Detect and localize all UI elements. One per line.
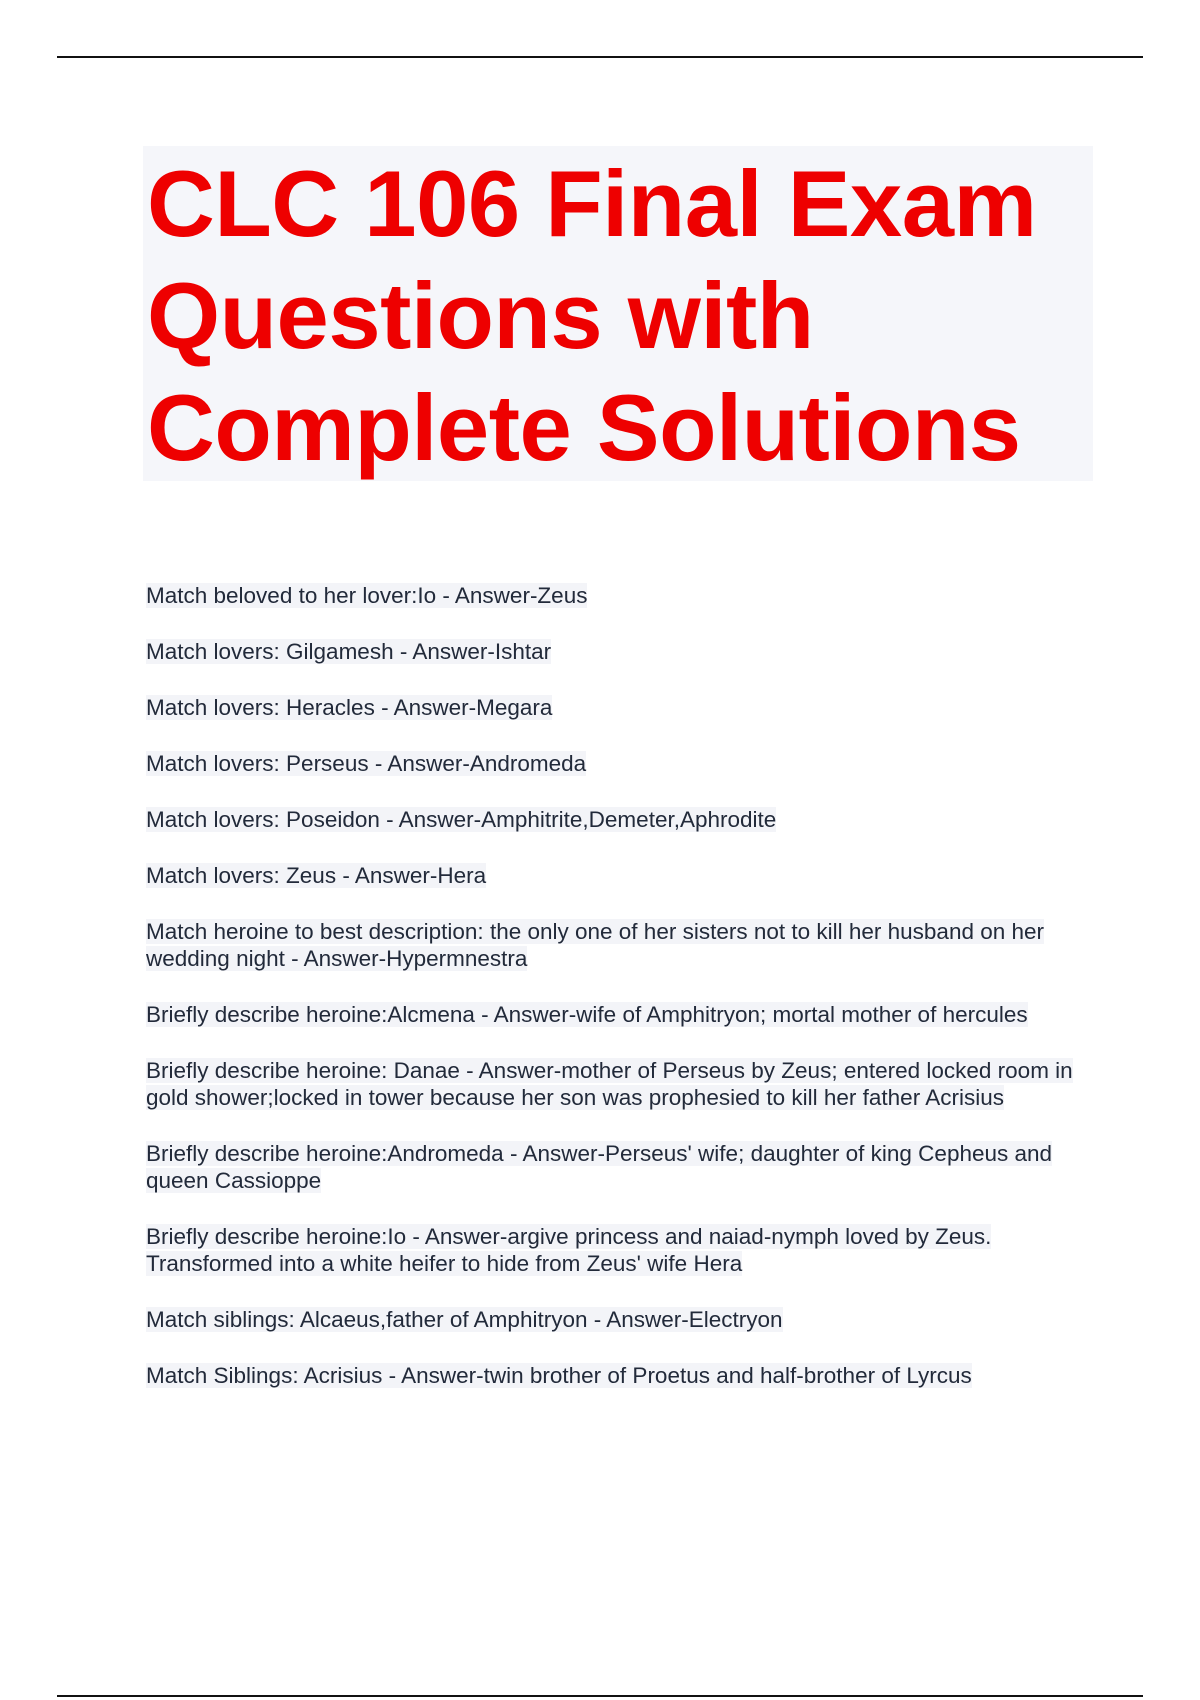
qa-text: Briefly describe heroine:Io - Answer-argive princess and naiad-nymph loved by Zeus. Transformed into a white heifer to hide from Zeus' wife Hera	[146, 1224, 992, 1276]
qa-text: Match Siblings: Acrisius - Answer-twin brother of Proetus and half-brother of Lyrcus	[146, 1363, 972, 1388]
footer-rule	[57, 1695, 1143, 1697]
qa-item-3	[146, 694, 1086, 721]
document-title: CLC 106 Final Exam Questions with Complete Solutions	[147, 151, 1037, 480]
qa-item-6	[146, 862, 1086, 889]
question-answer-list	[146, 582, 1086, 1389]
qa-text: Match lovers: Zeus - Answer-Hera	[146, 863, 487, 888]
qa-text: Briefly describe heroine:Alcmena - Answer-wife of Amphitryon; mortal mother of hercules	[146, 1002, 1028, 1027]
qa-item-4	[146, 750, 1086, 777]
qa-text: Match heroine to best description: the only one of her sisters not to kill her husband on her wedding night - Answer-Hypermnestra	[146, 919, 1045, 971]
qa-text: Match siblings: Alcaeus,father of Amphitryon - Answer-Electryon	[146, 1307, 783, 1332]
header-rule	[57, 56, 1143, 58]
qa-item-11	[146, 1223, 1086, 1277]
qa-item-12	[146, 1306, 1086, 1333]
qa-item-5	[146, 806, 1086, 833]
qa-text: Match lovers: Gilgamesh - Answer-Ishtar	[146, 639, 552, 664]
qa-text: Match lovers: Poseidon - Answer-Amphitrite,Demeter,Aphrodite	[146, 807, 777, 832]
qa-text: Briefly describe heroine: Danae - Answer-mother of Perseus by Zeus; entered locked room in gold shower;locked in tower because her son was prophesied to kill her father Acrisius	[146, 1058, 1073, 1110]
qa-item-7	[146, 918, 1086, 972]
qa-item-8	[146, 1001, 1086, 1028]
qa-item-10	[146, 1140, 1086, 1194]
qa-text: Briefly describe heroine:Andromeda - Answer-Perseus' wife; daughter of king Cepheus and queen Cassioppe	[146, 1141, 1053, 1193]
qa-item-2	[146, 638, 1086, 665]
qa-item-13	[146, 1362, 1086, 1389]
qa-text: Match beloved to her lover:Io - Answer-Zeus	[146, 583, 588, 608]
qa-text: Match lovers: Heracles - Answer-Megara	[146, 695, 553, 720]
qa-text: Match lovers: Perseus - Answer-Andromeda	[146, 751, 587, 776]
qa-item-1	[146, 582, 1086, 609]
qa-item-9	[146, 1057, 1086, 1111]
